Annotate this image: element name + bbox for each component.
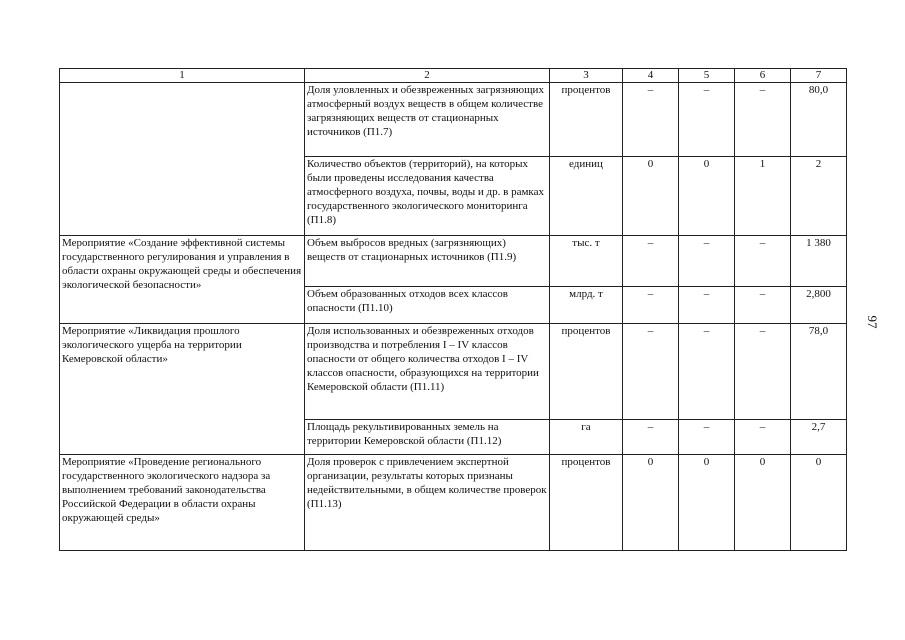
value-cell: 2,800 bbox=[791, 287, 847, 324]
column-number-row bbox=[60, 69, 847, 83]
value-cell: 0 bbox=[791, 455, 847, 551]
value-cell: – bbox=[679, 324, 735, 420]
indicator-cell: Доля уловленных и обезвреженных загрязняющих атмосферный воздух веществ в общем количестве загрязняющих веществ от стационарных источников (П1.7) bbox=[305, 83, 550, 157]
column-number: 5 bbox=[679, 69, 735, 83]
indicator-cell: Площадь рекультивированных земель на территории Кемеровской области (П1.12) bbox=[305, 420, 550, 455]
value-cell: 1 380 bbox=[791, 236, 847, 287]
value-cell: 78,0 bbox=[791, 324, 847, 420]
unit-cell: процентов bbox=[550, 83, 623, 157]
value-cell: 2,7 bbox=[791, 420, 847, 455]
table-row bbox=[60, 324, 847, 420]
value-cell: – bbox=[735, 83, 791, 157]
indicator-cell: Количество объектов (территорий), на которых были проведены исследования качества атмосферного воздуха, почвы, воды и др. в рамках государственного экологического мониторинга (П1.8) bbox=[305, 157, 550, 236]
table-row bbox=[60, 83, 847, 157]
value-cell: – bbox=[679, 236, 735, 287]
value-cell: – bbox=[735, 420, 791, 455]
column-number: 7 bbox=[791, 69, 847, 83]
measure-cell-empty bbox=[60, 83, 305, 236]
column-number: 6 bbox=[735, 69, 791, 83]
value-cell: – bbox=[679, 420, 735, 455]
indicator-cell: Объем выбросов вредных (загрязняющих) веществ от стационарных источников (П1.9) bbox=[305, 236, 550, 287]
value-cell: 0 bbox=[735, 455, 791, 551]
measure-cell: Мероприятие «Проведение регионального государственного экологического надзора за выполнением требований законодательства Российской Федерации в области охраны окружающей среды» bbox=[60, 455, 305, 551]
indicator-cell: Доля проверок с привлечением экспертной организации, результаты которых признаны недействительными, в общем количестве проверок (П1.13) bbox=[305, 455, 550, 551]
indicators-table bbox=[59, 68, 847, 551]
measure-cell: Мероприятие «Ликвидация прошлого экологического ущерба на территории Кемеровской области» bbox=[60, 324, 305, 455]
value-cell: 1 bbox=[735, 157, 791, 236]
unit-cell: млрд. т bbox=[550, 287, 623, 324]
page-number: 97 bbox=[865, 315, 880, 329]
column-number: 3 bbox=[550, 69, 623, 83]
indicator-cell: Объем образованных отходов всех классов опасности (П1.10) bbox=[305, 287, 550, 324]
value-cell: – bbox=[623, 236, 679, 287]
unit-cell: единиц bbox=[550, 157, 623, 236]
table-row bbox=[60, 455, 847, 551]
unit-cell: процентов bbox=[550, 455, 623, 551]
value-cell: – bbox=[735, 324, 791, 420]
value-cell: – bbox=[623, 287, 679, 324]
column-number: 2 bbox=[305, 69, 550, 83]
value-cell: 2 bbox=[791, 157, 847, 236]
value-cell: 80,0 bbox=[791, 83, 847, 157]
value-cell: – bbox=[623, 420, 679, 455]
value-cell: 0 bbox=[623, 157, 679, 236]
unit-cell: процентов bbox=[550, 324, 623, 420]
value-cell: – bbox=[623, 324, 679, 420]
column-number: 4 bbox=[623, 69, 679, 83]
value-cell: 0 bbox=[623, 455, 679, 551]
value-cell: – bbox=[679, 83, 735, 157]
unit-cell: га bbox=[550, 420, 623, 455]
measure-cell: Мероприятие «Создание эффективной системы государственного регулирования и управления в области охраны окружающей среды и обеспечения экологической безопасности» bbox=[60, 236, 305, 324]
value-cell: – bbox=[735, 236, 791, 287]
value-cell: – bbox=[679, 287, 735, 324]
indicator-cell: Доля использованных и обезвреженных отходов производства и потребления I – IV классов опасности от общего количества отходов I – IV классов опасности, образующихся на территории Кемеровской области (П1.11) bbox=[305, 324, 550, 420]
value-cell: – bbox=[735, 287, 791, 324]
table-row bbox=[60, 236, 847, 287]
unit-cell: тыс. т bbox=[550, 236, 623, 287]
value-cell: – bbox=[623, 83, 679, 157]
value-cell: 0 bbox=[679, 455, 735, 551]
value-cell: 0 bbox=[679, 157, 735, 236]
column-number: 1 bbox=[60, 69, 305, 83]
